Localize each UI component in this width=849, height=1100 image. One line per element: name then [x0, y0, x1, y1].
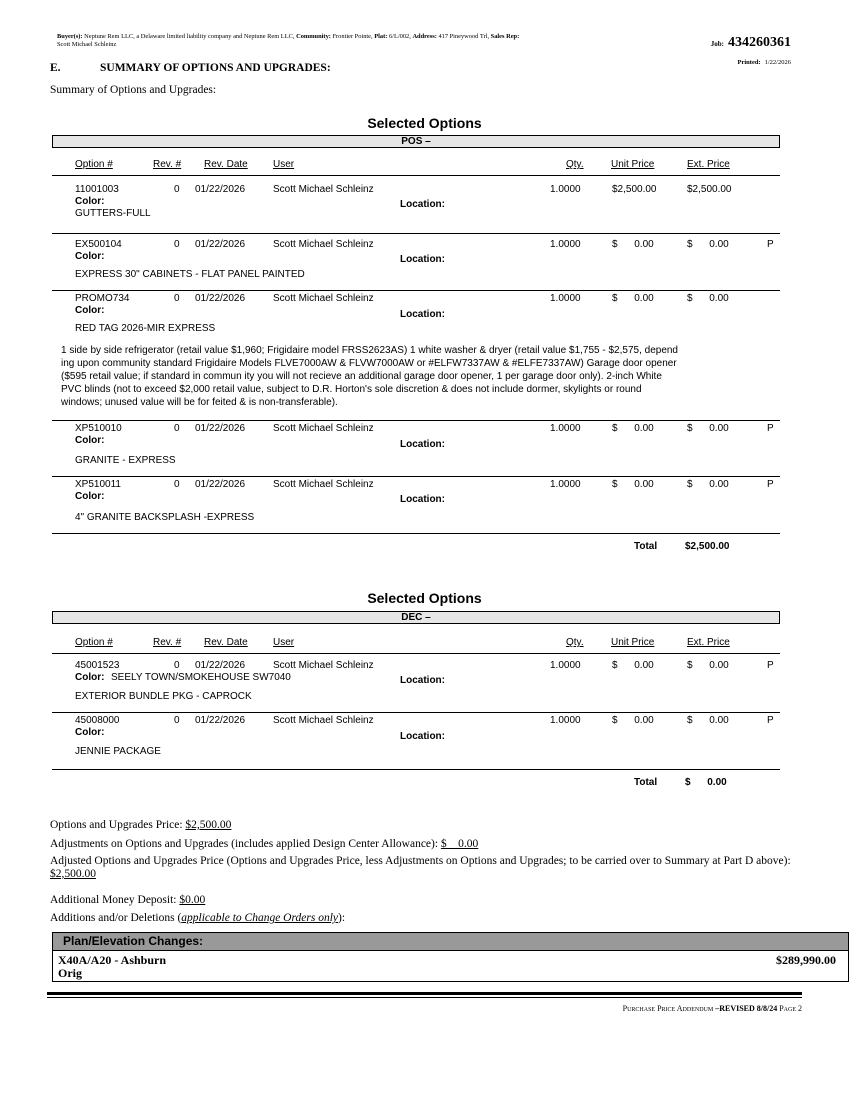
section-title: [50, 62, 331, 74]
adjustments-line: [50, 838, 810, 851]
job-block: [711, 33, 791, 69]
row-ext-price: $ 0.00: [687, 479, 729, 490]
footer-revised: –REVISED 8/8/24: [715, 1004, 778, 1013]
row-unit-price: $ 0.00: [612, 660, 654, 671]
row-rev: 0: [174, 660, 180, 671]
row-user: Scott Michael Schleinz: [273, 423, 374, 434]
sales-rep-label: Sales Rep:: [490, 33, 520, 40]
printed-label: Printed:: [737, 59, 761, 66]
col-qty: Qty.: [566, 159, 584, 170]
row-qty: 1.0000: [550, 239, 581, 250]
row-date: 01/22/2026: [195, 293, 246, 304]
divider: [52, 476, 780, 477]
row-option: 11001003: [75, 184, 119, 195]
row-flag: P: [767, 423, 774, 434]
job-label: Job:: [710, 40, 724, 48]
divider: [52, 533, 780, 534]
col-rev: Rev. #: [153, 159, 182, 170]
divider: [52, 233, 780, 234]
row-note-line: PVC blinds (not to exceed $2,000 retail value, subject to D.R. Horton's sole discretion & does not include dormer, skylights or round: [61, 384, 642, 395]
row-date: 01/22/2026: [195, 715, 246, 726]
row-rev: 0: [174, 184, 180, 195]
buyers-value: Neptune Rem LLC, a Delaware limited liability company and Neptune Rem LLC,: [84, 33, 295, 40]
row-note-line: ing upon community standard Frigidaire Models FLVE7000AW & FLVW7000AW or #ELFW7337AW & #ELFE7337AW) Garage door opener: [61, 358, 677, 369]
row-note-line: windows; unused value will be for feited & is non-transferable).: [61, 397, 338, 408]
pos-table-bar: POS –: [52, 135, 780, 148]
row-location-label: Location:: [400, 254, 445, 265]
row-ext-price: $ 0.00: [687, 239, 729, 250]
row-location-label: Location:: [400, 675, 445, 686]
col-unit-price: Unit Price: [611, 159, 655, 170]
address-label: Address:: [412, 33, 437, 40]
row-unit-price: $ 0.00: [612, 239, 654, 250]
row-description: JENNIE PACKAGE: [75, 746, 161, 757]
row-location-label: Location:: [400, 309, 445, 320]
job-number: 434260361: [728, 35, 791, 50]
footer: [623, 1004, 802, 1013]
additions-label-post: ):: [338, 912, 346, 924]
col-ext-price: Ext. Price: [687, 159, 730, 170]
row-unit-price: $ 0.00: [612, 293, 654, 304]
plat-label: Plat:: [374, 33, 388, 40]
col-user: User: [273, 637, 295, 648]
dec-total-value: $ 0.00: [685, 777, 727, 788]
row-qty: 1.0000: [550, 479, 581, 490]
row-color-label: Color:: [75, 305, 105, 316]
row-ext-price: $2,500.00: [687, 184, 732, 195]
row-rev: 0: [174, 239, 180, 250]
buyers-label: Buyer(s):: [57, 33, 83, 40]
row-color-label: Color:: [75, 672, 105, 683]
community-label: Community:: [296, 33, 331, 40]
section-intro: Summary of Options and Upgrades:: [50, 84, 217, 96]
row-rev: 0: [174, 715, 180, 726]
adjustments-label: Adjustments on Options and Upgrades (includes applied Design Center Allowance):: [50, 838, 439, 850]
row-flag: P: [767, 715, 774, 726]
row-qty: 1.0000: [550, 660, 581, 671]
plan-name: X40A/A20 - Ashburn: [58, 953, 167, 967]
options-price-label: Options and Upgrades Price:: [50, 819, 183, 831]
options-price-line: [50, 819, 810, 832]
row-color-label: Color:: [75, 727, 105, 738]
col-user: User: [273, 159, 295, 170]
row-flag: P: [767, 239, 774, 250]
sales-rep-value: Scott Michael Schleinz: [57, 41, 117, 48]
row-qty: 1.0000: [550, 293, 581, 304]
row-color-label: Color:: [75, 491, 105, 502]
row-color-label: Color:: [75, 251, 105, 262]
row-date: 01/22/2026: [195, 479, 246, 490]
community-value: Frontier Pointe,: [332, 33, 373, 40]
row-user: Scott Michael Schleinz: [273, 660, 374, 671]
row-user: Scott Michael Schleinz: [273, 715, 374, 726]
row-qty: 1.0000: [550, 184, 581, 195]
row-rev: 0: [174, 479, 180, 490]
footer-page: Page 2: [779, 1004, 802, 1013]
footer-doc-name: Purchase Price Addendum: [622, 1004, 714, 1013]
plan-price: $289,990.00: [776, 953, 836, 967]
row-note-line: ($595 retail value; if standard in commun ity you will not recieve an additional garage door opener, 1 per garage door only). 2-inch White: [61, 371, 662, 382]
row-unit-price: $ 0.00: [612, 423, 654, 434]
options-price-value: $2,500.00: [185, 819, 232, 831]
col-rev-date: Rev. Date: [204, 159, 248, 170]
pos-table-title: Selected Options: [367, 115, 482, 131]
additions-label-emphasis: applicable to Change Orders only: [181, 912, 339, 924]
row-option: 45008000: [75, 715, 120, 726]
row-option: PROMO734: [75, 293, 130, 304]
col-rev: Rev. #: [153, 637, 182, 648]
dec-table-title: Selected Options: [367, 590, 482, 606]
row-qty: 1.0000: [550, 715, 581, 726]
row-option: EX500104: [75, 239, 122, 250]
row-description: 4" GRANITE BACKSPLASH -EXPRESS: [75, 512, 255, 523]
row-rev: 0: [174, 293, 180, 304]
additions-line: [50, 912, 810, 925]
col-unit-price: Unit Price: [611, 637, 655, 648]
pos-total-label: Total: [634, 541, 658, 552]
row-ext-price: $ 0.00: [687, 715, 729, 726]
row-option: XP510011: [75, 479, 121, 490]
divider: [52, 769, 780, 770]
divider: [52, 712, 780, 713]
row-unit-price: $ 0.00: [612, 715, 654, 726]
adjusted-price-value: $2,500.00: [50, 868, 96, 880]
row-ext-price: $ 0.00: [687, 423, 729, 434]
footer-rule: [47, 992, 802, 995]
row-qty: 1.0000: [550, 423, 581, 434]
row-description: GUTTERS-FULL: [75, 208, 151, 219]
row-description: EXTERIOR BUNDLE PKG - CAPROCK: [75, 691, 252, 702]
row-color-label: Color:: [75, 435, 105, 446]
col-rev-date: Rev. Date: [204, 637, 248, 648]
dec-table-bar: DEC –: [52, 611, 780, 624]
row-user: Scott Michael Schleinz: [273, 293, 374, 304]
col-option: Option #: [75, 159, 113, 170]
plan-body: [53, 951, 848, 981]
deposit-line: [50, 894, 810, 907]
row-user: Scott Michael Schleinz: [273, 479, 374, 490]
row-option: XP510010: [75, 423, 122, 434]
row-user: Scott Michael Schleinz: [273, 239, 374, 250]
plan-elevation-box: [52, 932, 849, 982]
row-user: Scott Michael Schleinz: [273, 184, 374, 195]
divider: [52, 420, 780, 421]
row-location-label: Location:: [400, 199, 445, 210]
divider: [52, 653, 780, 654]
row-note-line: 1 side by side refrigerator (retail value $1,960; Frigidaire model FRSS2623AS) 1 white washer & dryer (retail value $1,755 - $2,575, depend: [61, 345, 678, 356]
row-flag: P: [767, 660, 774, 671]
adjusted-price-line: [50, 855, 810, 881]
row-rev: 0: [174, 423, 180, 434]
row-date: 01/22/2026: [195, 239, 246, 250]
footer-rule: [47, 997, 802, 998]
col-ext-price: Ext. Price: [687, 637, 730, 648]
additions-label-pre: Additions and/or Deletions (: [50, 912, 182, 924]
adjusted-price-label: Adjusted Options and Upgrades Price (Options and Upgrades Price, less Adjustments on Options and Upgrades; to be carried over to Summary at Part D above):: [50, 855, 791, 867]
deposit-value: $0.00: [179, 894, 206, 906]
row-unit-price: $ 0.00: [612, 479, 654, 490]
plan-sub: Orig: [58, 966, 82, 980]
row-description: EXPRESS 30" CABINETS - FLAT PANEL PAINTED: [75, 269, 305, 280]
row-date: 01/22/2026: [195, 184, 246, 195]
row-color-value: SEELY TOWN/SMOKEHOUSE SW7040: [111, 672, 291, 683]
plat-value: 6/L/002,: [388, 33, 411, 40]
row-ext-price: $ 0.00: [687, 293, 729, 304]
divider: [52, 175, 780, 176]
adjustments-value: $ 0.00: [440, 838, 479, 850]
col-qty: Qty.: [566, 637, 584, 648]
row-description: RED TAG 2026-MIR EXPRESS: [75, 323, 216, 334]
row-location-label: Location:: [400, 439, 445, 450]
header-info: [57, 33, 682, 49]
row-ext-price: $ 0.00: [687, 660, 729, 671]
row-option: 45001523: [75, 660, 120, 671]
printed-date: 1/22/2026: [764, 59, 791, 66]
row-location-label: Location:: [400, 494, 445, 505]
row-flag: P: [767, 479, 774, 490]
row-date: 01/22/2026: [195, 660, 246, 671]
col-option: Option #: [75, 637, 113, 648]
section-letter: E.: [50, 62, 61, 74]
row-unit-price: $2,500.00: [612, 184, 657, 195]
pos-total-value: $2,500.00: [685, 541, 730, 552]
address-value: 417 Pineywood Trl,: [438, 33, 490, 40]
plan-header: Plan/Elevation Changes:: [53, 933, 848, 951]
dec-total-label: Total: [634, 777, 658, 788]
section-title-text: SUMMARY OF OPTIONS AND UPGRADES:: [100, 62, 331, 74]
row-location-label: Location:: [400, 731, 445, 742]
row-date: 01/22/2026: [195, 423, 246, 434]
divider: [52, 290, 780, 291]
row-description: GRANITE - EXPRESS: [75, 455, 176, 466]
row-color-label: Color:: [75, 196, 105, 207]
deposit-label: Additional Money Deposit:: [50, 894, 177, 906]
